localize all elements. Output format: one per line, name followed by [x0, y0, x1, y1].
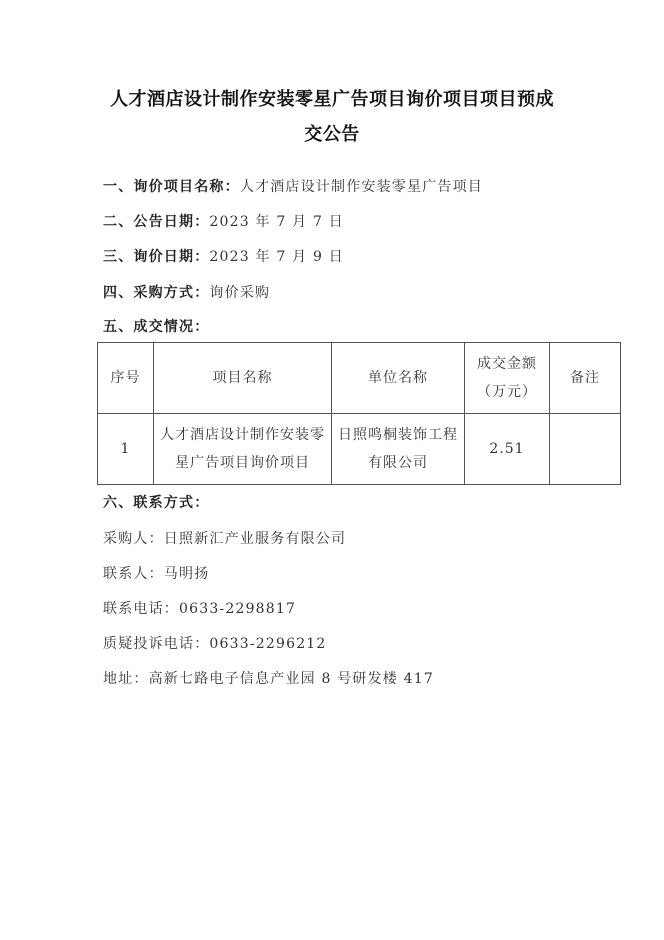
contact-buyer: 采购人：日照新汇产业服务有限公司 — [103, 531, 347, 547]
inquiry-date-value: 2023 年 7 月 9 日 — [209, 249, 344, 265]
table-row — [98, 414, 621, 485]
contact-address: 地址：高新七路电子信息产业园 8 号研发楼 417 — [103, 671, 434, 687]
contact-phone: 联系电话：0633-2298817 — [103, 601, 297, 617]
deal-label: 五、成交情况： — [103, 319, 210, 335]
inquiry-date-label: 三、询价日期： — [103, 249, 210, 265]
cell-item — [154, 414, 332, 485]
notice-date-value: 2023 年 7 月 7 日 — [209, 214, 344, 230]
header-unit: 单位名称 — [332, 343, 465, 414]
header-amount-line2: （万元） — [477, 384, 537, 400]
method-value: 询价采购 — [209, 285, 271, 301]
method-label: 四、采购方式： — [103, 285, 210, 301]
document-title-line1: 人才酒店设计制作安装零星广告项目询价项目项目预成 — [110, 89, 554, 110]
cell-no: 1 — [98, 414, 154, 485]
deal-table — [97, 342, 621, 485]
project-name-label: 一、询价项目名称： — [103, 179, 240, 195]
deal-section-line — [103, 316, 209, 336]
header-remark: 备注 — [550, 343, 621, 414]
header-amount — [465, 343, 550, 414]
method-line — [103, 282, 270, 302]
cell-remark — [550, 414, 621, 485]
notice-date-line — [103, 211, 344, 231]
cell-unit-line1: 日照鸣桐装饰工程 — [338, 427, 458, 443]
cell-unit — [332, 414, 465, 485]
cell-item-line2: 星广告项目询价项目 — [175, 455, 310, 471]
contact-section-line — [103, 492, 209, 512]
cell-item-line1: 人才酒店设计制作安装零 — [160, 427, 325, 443]
document-title-line2: 交公告 — [304, 124, 360, 145]
inquiry-date-line — [103, 246, 344, 266]
contact-label: 六、联系方式： — [103, 495, 210, 511]
contact-person: 联系人：马明扬 — [103, 566, 210, 582]
cell-amount: 2.51 — [465, 414, 550, 485]
contact-complaint-phone: 质疑投诉电话：0633-2296212 — [103, 636, 327, 652]
header-amount-line1: 成交金额 — [477, 356, 537, 372]
project-name-line — [103, 176, 483, 196]
project-name-value: 人才酒店设计制作安装零星广告项目 — [239, 179, 484, 195]
table-header-row — [98, 343, 621, 414]
cell-unit-line2: 有限公司 — [368, 455, 428, 471]
header-item: 项目名称 — [154, 343, 332, 414]
header-no: 序号 — [98, 343, 154, 414]
notice-date-label: 二、公告日期： — [103, 214, 210, 230]
